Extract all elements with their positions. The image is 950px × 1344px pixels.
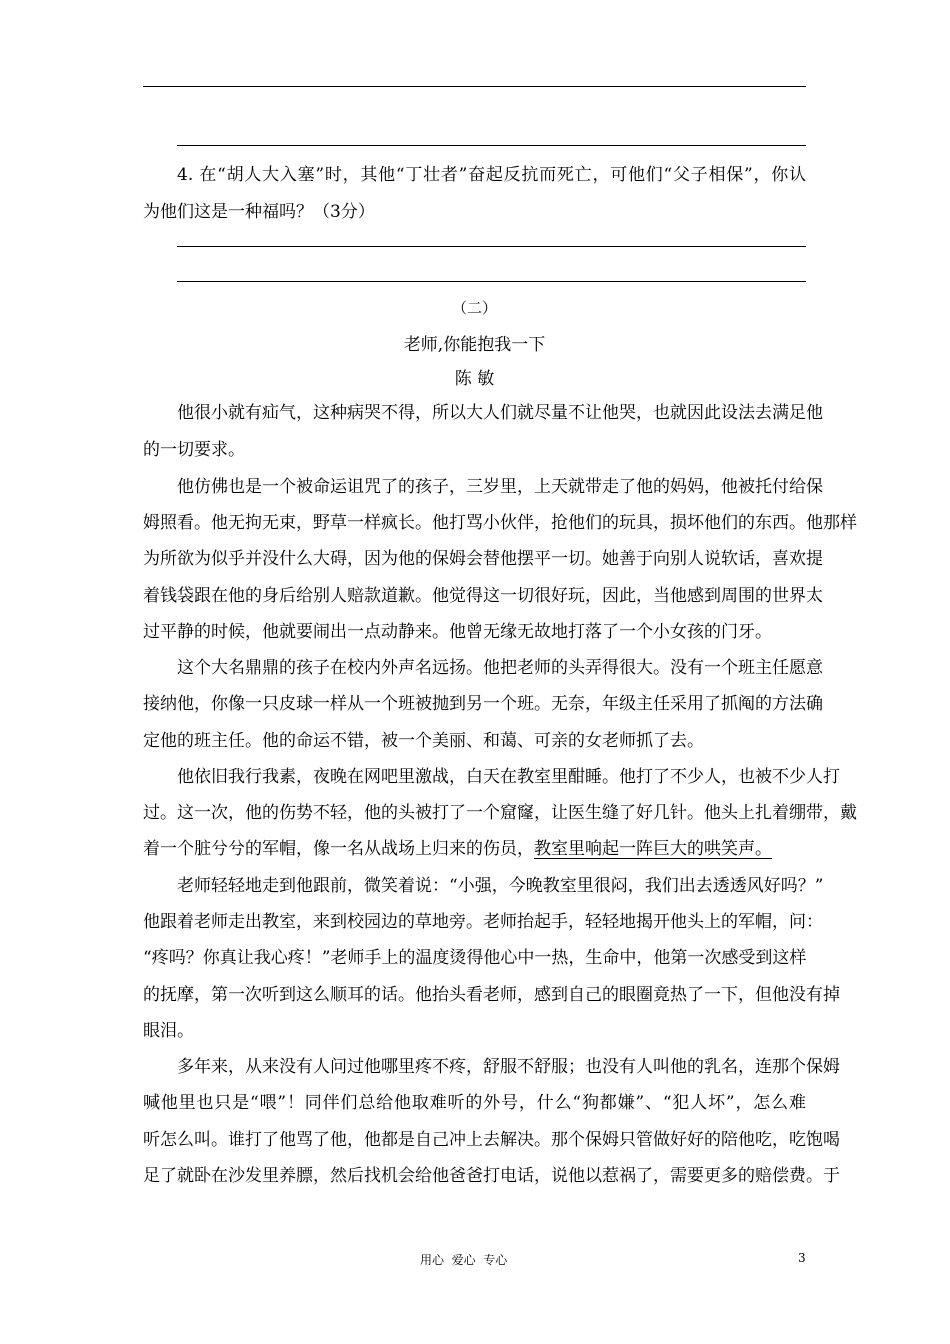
paragraph-line: 多年来，从来没有人问过他哪里疼不疼，舒服不舒服；也没有人叫他的乳名，连那个保姆 — [177, 1057, 840, 1077]
question-4-line: 为他们这是一种福吗？（3分） — [143, 202, 375, 222]
paragraph-line — [143, 834, 772, 859]
page-number: 3 — [798, 1251, 806, 1265]
paragraph-line: 的抚摩，第一次听到这么顺耳的话。他抬头看老师，感到自己的眼圈竟热了一下，但他没有掉 — [143, 985, 840, 1005]
answer-line — [143, 86, 806, 87]
paragraph-line: 接纳他，你像一只皮球一样从一个班被抛到另一个班。无奈，年级主任采用了抓阄的方法确 — [143, 694, 823, 714]
answer-line — [177, 281, 806, 282]
paragraph-line: 过平静的时候，他就要闹出一点动静来。他曾无缘无故地打落了一个小女孩的门牙。 — [143, 622, 772, 642]
article-author: 陈 敏 — [454, 369, 495, 389]
question-4-line: 4. 在“胡人大入塞”时，其他“丁壮者”奋起反抗而死亡，可他们“父子相保”，你认 — [177, 165, 806, 185]
paragraph-line: 为所欲为似乎并没什么大碍，因为他的保姆会替他摆平一切。她善于向别人说软话，喜欢提 — [143, 549, 823, 569]
paragraph-line: 眼泪。 — [143, 1021, 194, 1041]
paragraph-line: 他仿佛也是一个被命运诅咒了的孩子，三岁里，上天就带走了他的妈妈，他被托付给保 — [177, 477, 823, 497]
underlined-sentence: 教室里响起一阵巨大的哄笑声。 — [534, 839, 772, 859]
article-title: 老师,你能抱我一下 — [403, 335, 546, 355]
paragraph-line: 足了就卧在沙发里养膘，然后找机会给他爸爸打电话，说他以惹祸了，需要更多的赔偿费。于 — [143, 1166, 840, 1186]
paragraph-line: 听怎么叫。谁打了他骂了他，他都是自己冲上去解决。那个保姆只管做好好的陪他吃，吃饱喝 — [143, 1130, 840, 1150]
paragraph-line: 他跟着老师走出教室，来到校园边的草地旁。老师抬起手，轻轻地揭开他头上的军帽，问： — [143, 912, 823, 932]
paragraph-line: 姆照看。他无拘无束，野草一样疯长。他打骂小伙伴，抢他们的玩具，损坏他们的东西。他那样 — [143, 513, 857, 533]
paragraph-line: 老师轻轻地走到他跟前，微笑着说：“小强，今晚教室里很闷，我们出去透透风好吗？” — [177, 876, 824, 896]
paragraph-line: 他依旧我行我素，夜晚在网吧里激战，白天在教室里酣睡。他打了不少人，也被不少人打 — [177, 767, 840, 787]
paragraph-line: 过。这一次，他的伤势不轻，他的头被打了一个窟窿，让医生缝了好几针。他头上扎着绷带，戴 — [143, 803, 857, 823]
paragraph-line: 定他的班主任。他的命运不错，被一个美丽、和蔼、可亲的女老师抓了去。 — [143, 731, 704, 751]
section-number: （二） — [451, 299, 497, 317]
paragraph-line: 他很小就有疝气，这种病哭不得，所以大人们就尽量不让他哭，也就因此设法去满足他 — [177, 403, 823, 423]
paragraph-line: 的一切要求。 — [143, 440, 245, 460]
footer-motto: 用心 爱心 专心 — [420, 1253, 508, 1267]
paragraph-line: “疼吗？你真让我心疼！”老师手上的温度烫得他心中一热，生命中，他第一次感受到这样 — [143, 948, 807, 968]
paragraph-text: 着一个脏兮兮的军帽，像一名从战场上归来的伤员， — [143, 839, 534, 859]
paragraph-line: 着钱袋跟在他的身后给别人赔款道歉。他觉得这一切很好玩，因此，当他感到周围的世界太 — [143, 586, 823, 606]
answer-line — [177, 145, 806, 146]
answer-line — [177, 246, 806, 247]
paragraph-line: 喊他里也只是“喂”！同伴们总给他取难听的外号，什么“狗都嫌”、“犯人坏”，怎么难 — [143, 1093, 806, 1113]
paragraph-line: 这个大名鼎鼎的孩子在校内外声名远扬。他把老师的头弄得很大。没有一个班主任愿意 — [177, 658, 823, 678]
